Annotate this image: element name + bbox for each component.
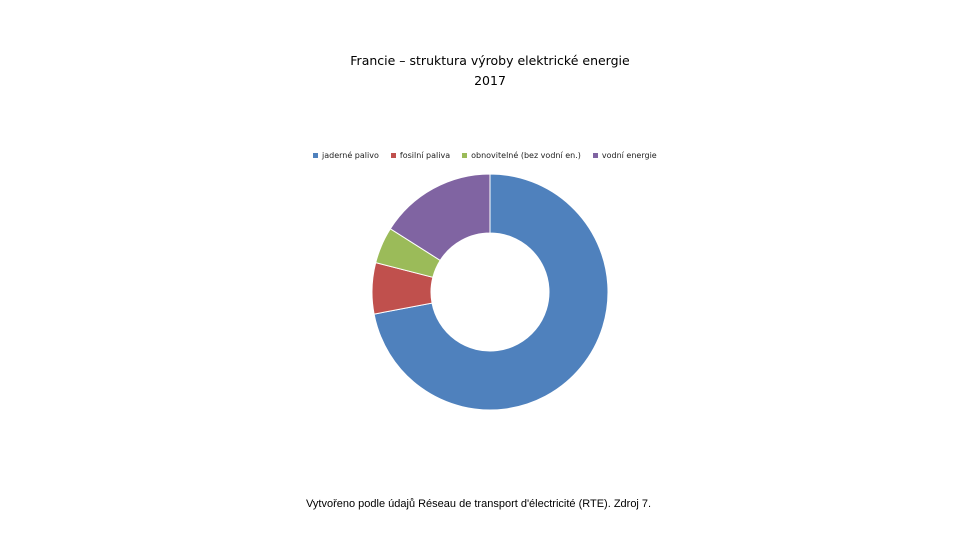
legend-label-fossil: fosilní paliva	[399, 151, 451, 160]
legend-label-nuclear: jaderné palivo	[322, 151, 379, 160]
source-note: Vytvořeno podle údajů Réseau de transport d'électricité (RTE). Zdroj 7.	[306, 498, 652, 510]
chart-title: Francie – struktura výroby elektrické energie	[350, 53, 630, 68]
legend-label-renewable: obnovitelné (bez vodní en.)	[471, 151, 581, 160]
legend-label-hydro: vodní energie	[601, 151, 657, 160]
chart-subtitle: 2017	[474, 73, 506, 88]
